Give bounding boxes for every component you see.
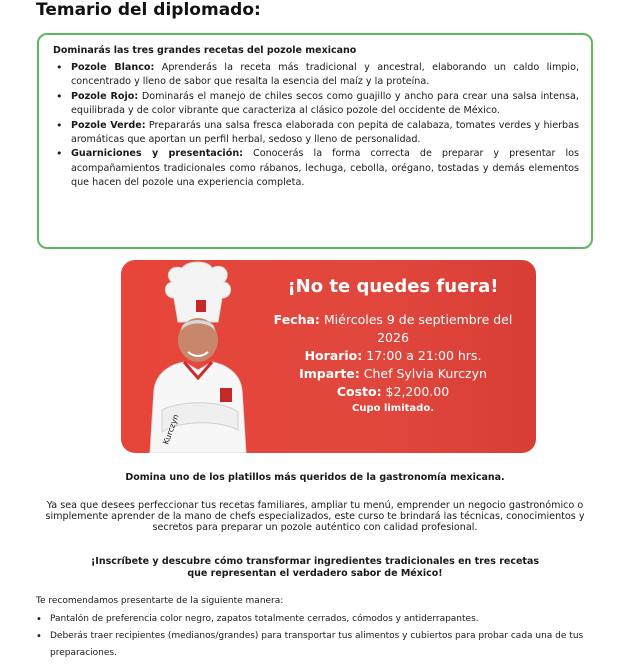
recommend-item: • Pantalón de preferencia color negro, zapatos totalmente cerrados, cómodos y antiderrapantes.: [36, 611, 596, 628]
chef-illustration: [122, 260, 262, 453]
syllabus-item-label: Pozole Rojo:: [71, 90, 139, 102]
jacket-embroidery: Kurczyn: [161, 413, 181, 446]
promo-limited: Cupo limitado.: [351, 403, 435, 414]
syllabus-item-label: Pozole Blanco:: [71, 62, 155, 73]
syllabus-item-text: Conocerás la forma correcta de preparar y presentar los acompañamientos tradicionales como rábanos, lechuga, cebolla, orégano, tostadas y demás elementos que hacen del pozole una experiencia completa.: [71, 148, 579, 189]
promo-info: [262, 262, 524, 414]
syllabus-item-text: Aprenderás la receta más tradicional y ancestral, elaborando un caldo limpio, concentrado y lleno de sabor que resalta la esencia del maíz y la proteína.: [71, 62, 579, 88]
recommend-list: [36, 611, 596, 662]
call-to-action: ¡Inscríbete y descubre cómo transformar ingredientes tradicionales en tres recetas que representan el verdadero sabor de México!: [90, 556, 540, 579]
syllabus-item: [53, 119, 579, 148]
date-label: Fecha:: [273, 312, 320, 327]
promo-headline: ¡No te quedes fuera!: [287, 276, 499, 297]
time-value: 17:00 a 21:00 hrs.: [362, 348, 482, 363]
recommend-item: • Deberás traer recipientes (medianos/grandes) para transportar tus alimentos y cubiertos para probar cada una de tus preparaciones.: [36, 628, 596, 662]
syllabus-item-text: Prepararás una salsa fresca elaborada con pepita de calabaza, tomates verdes y hierbas aromáticas que aportan un perfil herbal, sedoso y lleno de personalidad.: [71, 119, 580, 146]
promo-teacher: [262, 365, 524, 383]
cost-value: $2,200.00: [381, 384, 450, 399]
intro-paragraph: Ya sea que desees perfeccionar tus recetas familiares, ampliar tu menú, emprender un negocio gastronómico o simplemente aprender de la mano de chefs especializados, este curso te brindará las técnicas, conocimientos y secretos para preparar un pozole auténtico con calidad profesional.: [45, 500, 585, 533]
time-label: Horario:: [304, 348, 363, 363]
date-value: Miércoles 9 de septiembre del 2026: [319, 312, 513, 345]
syllabus-item: [53, 90, 579, 119]
syllabus-box: [37, 33, 593, 249]
promo-cost: [262, 383, 524, 401]
promo-date: [262, 311, 524, 347]
syllabus-item-label: Guarniciones y presentación:: [71, 148, 243, 160]
syllabus-item-text: Dominarás el manejo de chiles secos como guajillo y ancho para crear una salsa intensa, equilibrada y de color vibrante que caracteriza al clásico pozole del occidente de México.: [71, 90, 579, 117]
promo-time: [262, 347, 524, 365]
syllabus-list: [53, 61, 579, 191]
recommend-intro: Te recomendamos presentarte de la siguiente manera:: [36, 596, 284, 606]
cost-label: Costo:: [336, 384, 382, 399]
intro-heading: Domina uno de los platillos más queridos de la gastronomía mexicana.: [125, 472, 505, 483]
syllabus-item: [53, 61, 579, 90]
syllabus-item: [53, 147, 579, 190]
teacher-value: Chef Sylvia Kurczyn: [359, 366, 487, 381]
syllabus-heading: Dominarás las tres grandes recetas del pozole mexicano: [53, 45, 357, 56]
teacher-label: Imparte:: [299, 366, 360, 381]
section-title: Temario del diplomado:: [36, 0, 261, 20]
syllabus-item-label: Pozole Verde:: [71, 119, 146, 131]
